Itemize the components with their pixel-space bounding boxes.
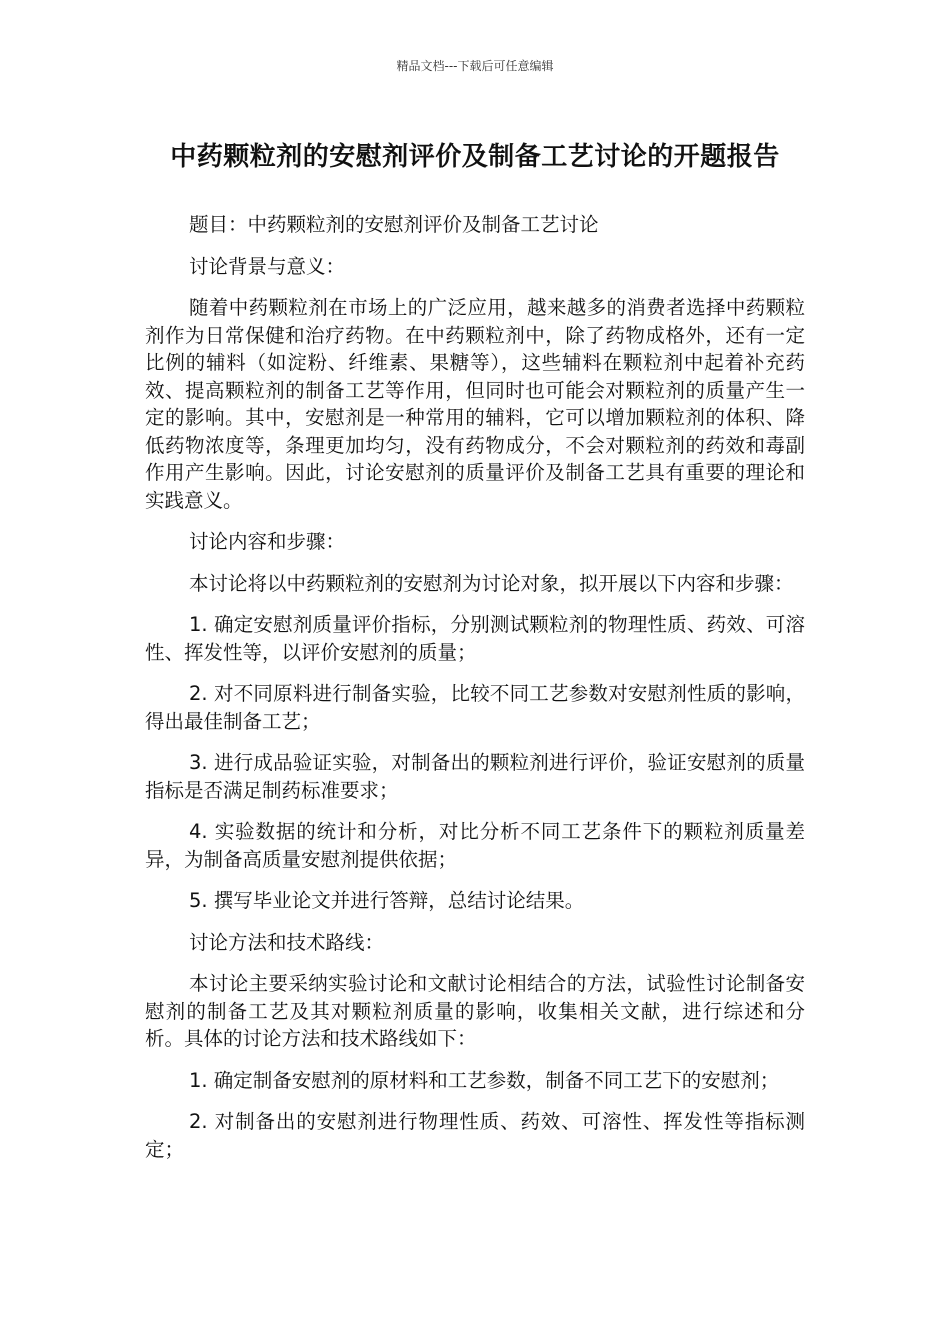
document-body	[145, 211, 805, 1177]
list-item: 2. 对不同原料进行制备实验，比较不同工艺参数对安慰剂性质的影响，得出最佳制备工艺；	[145, 682, 805, 733]
paragraph-content-intro: 本讨论将以中药颗粒剂的安慰剂为讨论对象，拟开展以下内容和步骤：	[189, 571, 794, 595]
document-title: 中药颗粒剂的安慰剂评价及制备工艺讨论的开题报告	[170, 142, 780, 172]
list-item: 4. 实验数据的统计和分析，对比分析不同工艺条件下的颗粒剂质量差异，为制备高质量安慰剂提供依据；	[145, 820, 805, 871]
heading-background: 讨论背景与意义：	[189, 254, 346, 278]
heading-methods: 讨论方法和技术路线：	[189, 930, 385, 954]
paragraph-topic: 题目：中药颗粒剂的安慰剂评价及制备工艺讨论	[189, 213, 599, 236]
list-item: 3. 进行成品验证实验，对制备出的颗粒剂进行评价，验证安慰剂的质量指标是否满足制药标准要求；	[145, 751, 805, 802]
heading-content-steps: 讨论内容和步骤：	[189, 530, 346, 553]
page-header: 精品文档---下载后可任意编辑	[396, 59, 554, 73]
list-item: 2. 对制备出的安慰剂进行物理性质、药效、可溶性、挥发性等指标测定；	[145, 1110, 805, 1161]
list-item: 1. 确定制备安慰剂的原材料和工艺参数，制备不同工艺下的安慰剂；	[189, 1068, 780, 1092]
paragraph-methods: 本讨论主要采纳实验讨论和文献讨论相结合的方法，试验性讨论制备安慰剂的制备工艺及其对颗粒剂质量的影响，收集相关文献，进行综述和分析。具体的讨论方法和技术路线如下：	[145, 972, 805, 1050]
list-item: 1. 确定安慰剂质量评价指标，分别测试颗粒剂的物理性质、药效、可溶性、挥发性等，以评价安慰剂的质量；	[145, 613, 805, 664]
list-item: 5. 撰写毕业论文并进行答辩，总结讨论结果。	[189, 889, 585, 912]
paragraph-background: 随着中药颗粒剂在市场上的广泛应用，越来越多的消费者选择中药颗粒剂作为日常保健和治疗药物。在中药颗粒剂中，除了药物成格外，还有一定比例的辅料（如淀粉、纤维素、果糖等），这些辅料在颗粒剂中起着补充药效、提高颗粒剂的制备工艺等作用，但同时也可能会对颗粒剂的质量产生一定的影响。其中，安慰剂是一种常用的辅料，它可以增加颗粒剂的体积、降低药物浓度等，条理更加均匀，没有药物成分，不会对颗粒剂的药效和毒副作用产生影响。因此，讨论安慰剂的质量评价及制备工艺具有重要的理论和实践意义。	[145, 296, 805, 512]
